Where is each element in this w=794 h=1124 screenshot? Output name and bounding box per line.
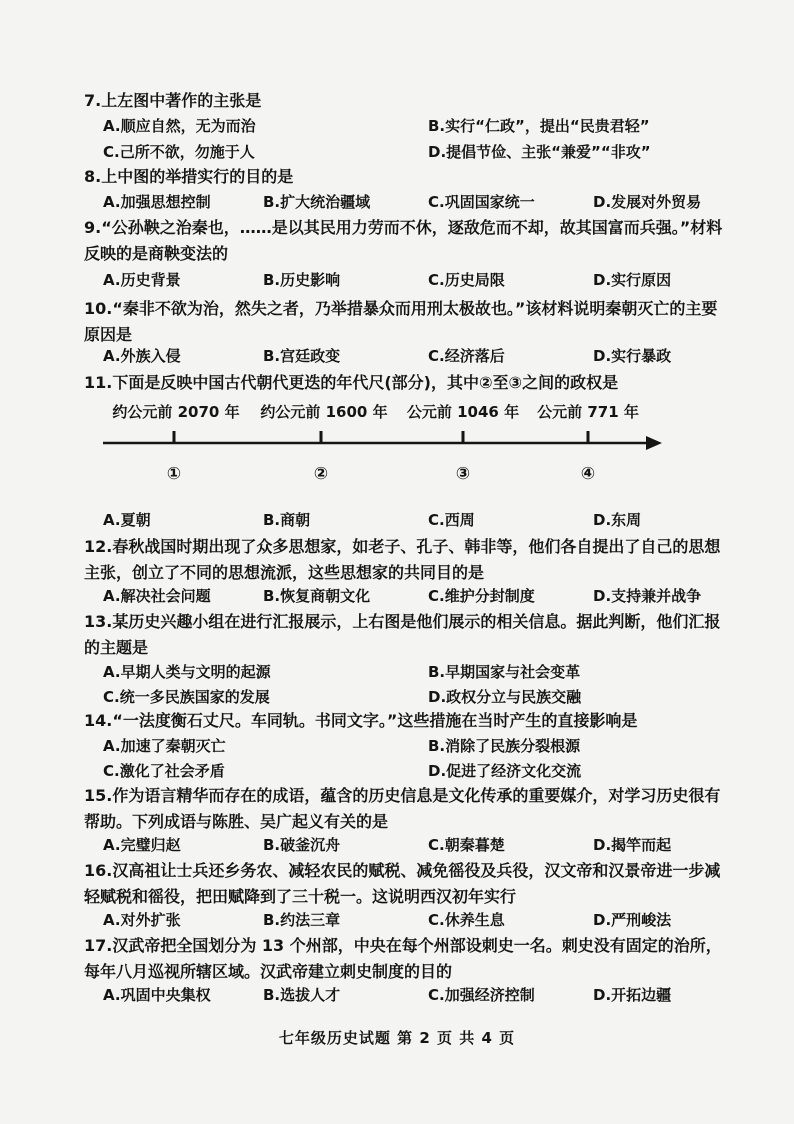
q17-option-d: D.开拓边疆	[593, 986, 672, 1004]
q12-option-a: A.解决社会问题	[103, 587, 211, 605]
q17-option-a: A.巩固中央集权	[103, 986, 211, 1004]
q10-option-d: D.实行暴政	[593, 347, 672, 365]
q12-option-b: B.恢复商朝文化	[263, 587, 371, 605]
timeline-date: 约公元前 2070 年	[112, 403, 240, 421]
q16-option-c: C.休养生息	[428, 911, 505, 929]
q11-stem: 11.下面是反映中国古代朝代更迭的年代尺(部分)，其中②至③之间的政权是	[84, 373, 619, 392]
q9-stem: 9.“公孙鞅之治秦也，……是以其民用力劳而不休，逐敌危而不却，故其国富而兵强。”材料反映的是商鞅变法的	[84, 218, 723, 263]
q16-option-b: B.约法三章	[263, 911, 341, 929]
q13-option-a: A.早期人类与文明的起源	[103, 663, 271, 681]
q14-option-d: D.促进了经济文化交流	[428, 762, 582, 780]
timeline-marker: ①	[166, 464, 182, 484]
q7-option-c: C.己所不欲，勿施于人	[103, 143, 255, 161]
q9-option-a: A.历史背景	[103, 271, 181, 289]
q16-option-a: A.对外扩张	[103, 911, 181, 929]
era-timeline	[0, 395, 794, 495]
timeline-marker: ②	[313, 464, 329, 484]
q8-option-b: B.扩大统治疆域	[263, 193, 371, 211]
q11-option-b: B.商朝	[263, 511, 311, 529]
q11-option-d: D.东周	[593, 511, 642, 529]
q8-stem: 8.上中图的举措实行的目的是	[84, 167, 294, 186]
q17-stem: 17.汉武帝把全国划分为 13 个州部，中央在每个州部设刺史一名。刺史没有固定的治所，每年八月巡视所辖区域。汉武帝建立刺史制度的目的	[84, 936, 722, 981]
q14-option-c: C.激化了社会矛盾	[103, 762, 225, 780]
q7-option-b: B.实行“仁政”，提出“民贵君轻”	[428, 117, 650, 135]
q15-option-a: A.完璧归赵	[103, 836, 181, 854]
q12-stem: 12.春秋战国时期出现了众多思想家，如老子、孔子、韩非等，他们各自提出了自己的思想主张，创立了不同的思想流派，这些思想家的共同目的是	[84, 537, 721, 582]
q14-stem: 14.“一法度衡石丈尺。车同轨。书同文字。”这些措施在当时产生的直接影响是	[84, 711, 638, 730]
q10-option-c: C.经济落后	[428, 347, 505, 365]
timeline-marker: ③	[455, 464, 471, 484]
q12-option-d: D.支持兼并战争	[593, 587, 702, 605]
q9-option-d: D.实行原因	[593, 271, 672, 289]
q8-option-d: D.发展对外贸易	[593, 193, 702, 211]
q15-option-c: C.朝秦暮楚	[428, 836, 505, 854]
timeline-arrow-icon	[646, 436, 662, 450]
q17-option-c: C.加强经济控制	[428, 986, 535, 1004]
q14-option-b: B.消除了民族分裂根源	[428, 737, 581, 755]
timeline-date: 公元前 1046 年	[406, 403, 520, 421]
q11-option-a: A.夏朝	[103, 511, 151, 529]
q12-option-c: C.维护分封制度	[428, 587, 535, 605]
q16-option-d: D.严刑峻法	[593, 911, 672, 929]
q11-option-c: C.西周	[428, 511, 475, 529]
timeline-date: 公元前 771 年	[537, 403, 639, 421]
q15-option-d: D.揭竿而起	[593, 836, 672, 854]
q13-stem: 13.某历史兴趣小组在进行汇报展示，上右图是他们展示的相关信息。据此判断，他们汇报的主题是	[84, 612, 721, 657]
q13-option-c: C.统一多民族国家的发展	[103, 688, 270, 706]
q8-option-c: C.巩固国家统一	[428, 193, 535, 211]
q13-option-b: B.早期国家与社会变革	[428, 663, 581, 681]
q15-stem: 15.作为语言精华而存在的成语，蕴含的历史信息是文化传承的重要媒介，对学习历史很有帮助。下列成语与陈胜、吴广起义有关的是	[84, 786, 721, 831]
q8-option-a: A.加强思想控制	[103, 193, 211, 211]
q7-option-a: A.顺应自然，无为而治	[103, 117, 256, 135]
q17-option-b: B.选拔人才	[263, 986, 341, 1004]
q9-option-b: B.历史影响	[263, 271, 341, 289]
q16-stem: 16.汉高祖让士兵还乡务农、减轻农民的赋税、减免徭役及兵役，汉文帝和汉景帝进一步减轻赋税和徭役，把田赋降到了三十税一。这说明西汉初年实行	[84, 861, 721, 906]
q9-option-c: C.历史局限	[428, 271, 505, 289]
q10-option-b: B.宫廷政变	[263, 347, 341, 365]
q14-option-a: A.加速了秦朝灭亡	[103, 737, 226, 755]
q10-option-a: A.外族入侵	[103, 347, 181, 365]
q13-option-d: D.政权分立与民族交融	[428, 688, 582, 706]
q10-stem: 10.“秦非不欲为治，然失之者，乃举措暴众而用刑太极故也。”该材料说明秦朝灭亡的主要原因是	[84, 299, 718, 344]
q7-stem: 7.上左图中著作的主张是	[84, 91, 262, 110]
page-footer: 七年级历史试题 第 2 页 共 4 页	[278, 1029, 516, 1047]
q7-option-d: D.提倡节俭、主张“兼爱”“非攻”	[428, 143, 651, 161]
timeline-marker: ④	[580, 464, 596, 484]
timeline-date: 约公元前 1600 年	[260, 403, 388, 421]
q15-option-b: B.破釜沉舟	[263, 836, 341, 854]
